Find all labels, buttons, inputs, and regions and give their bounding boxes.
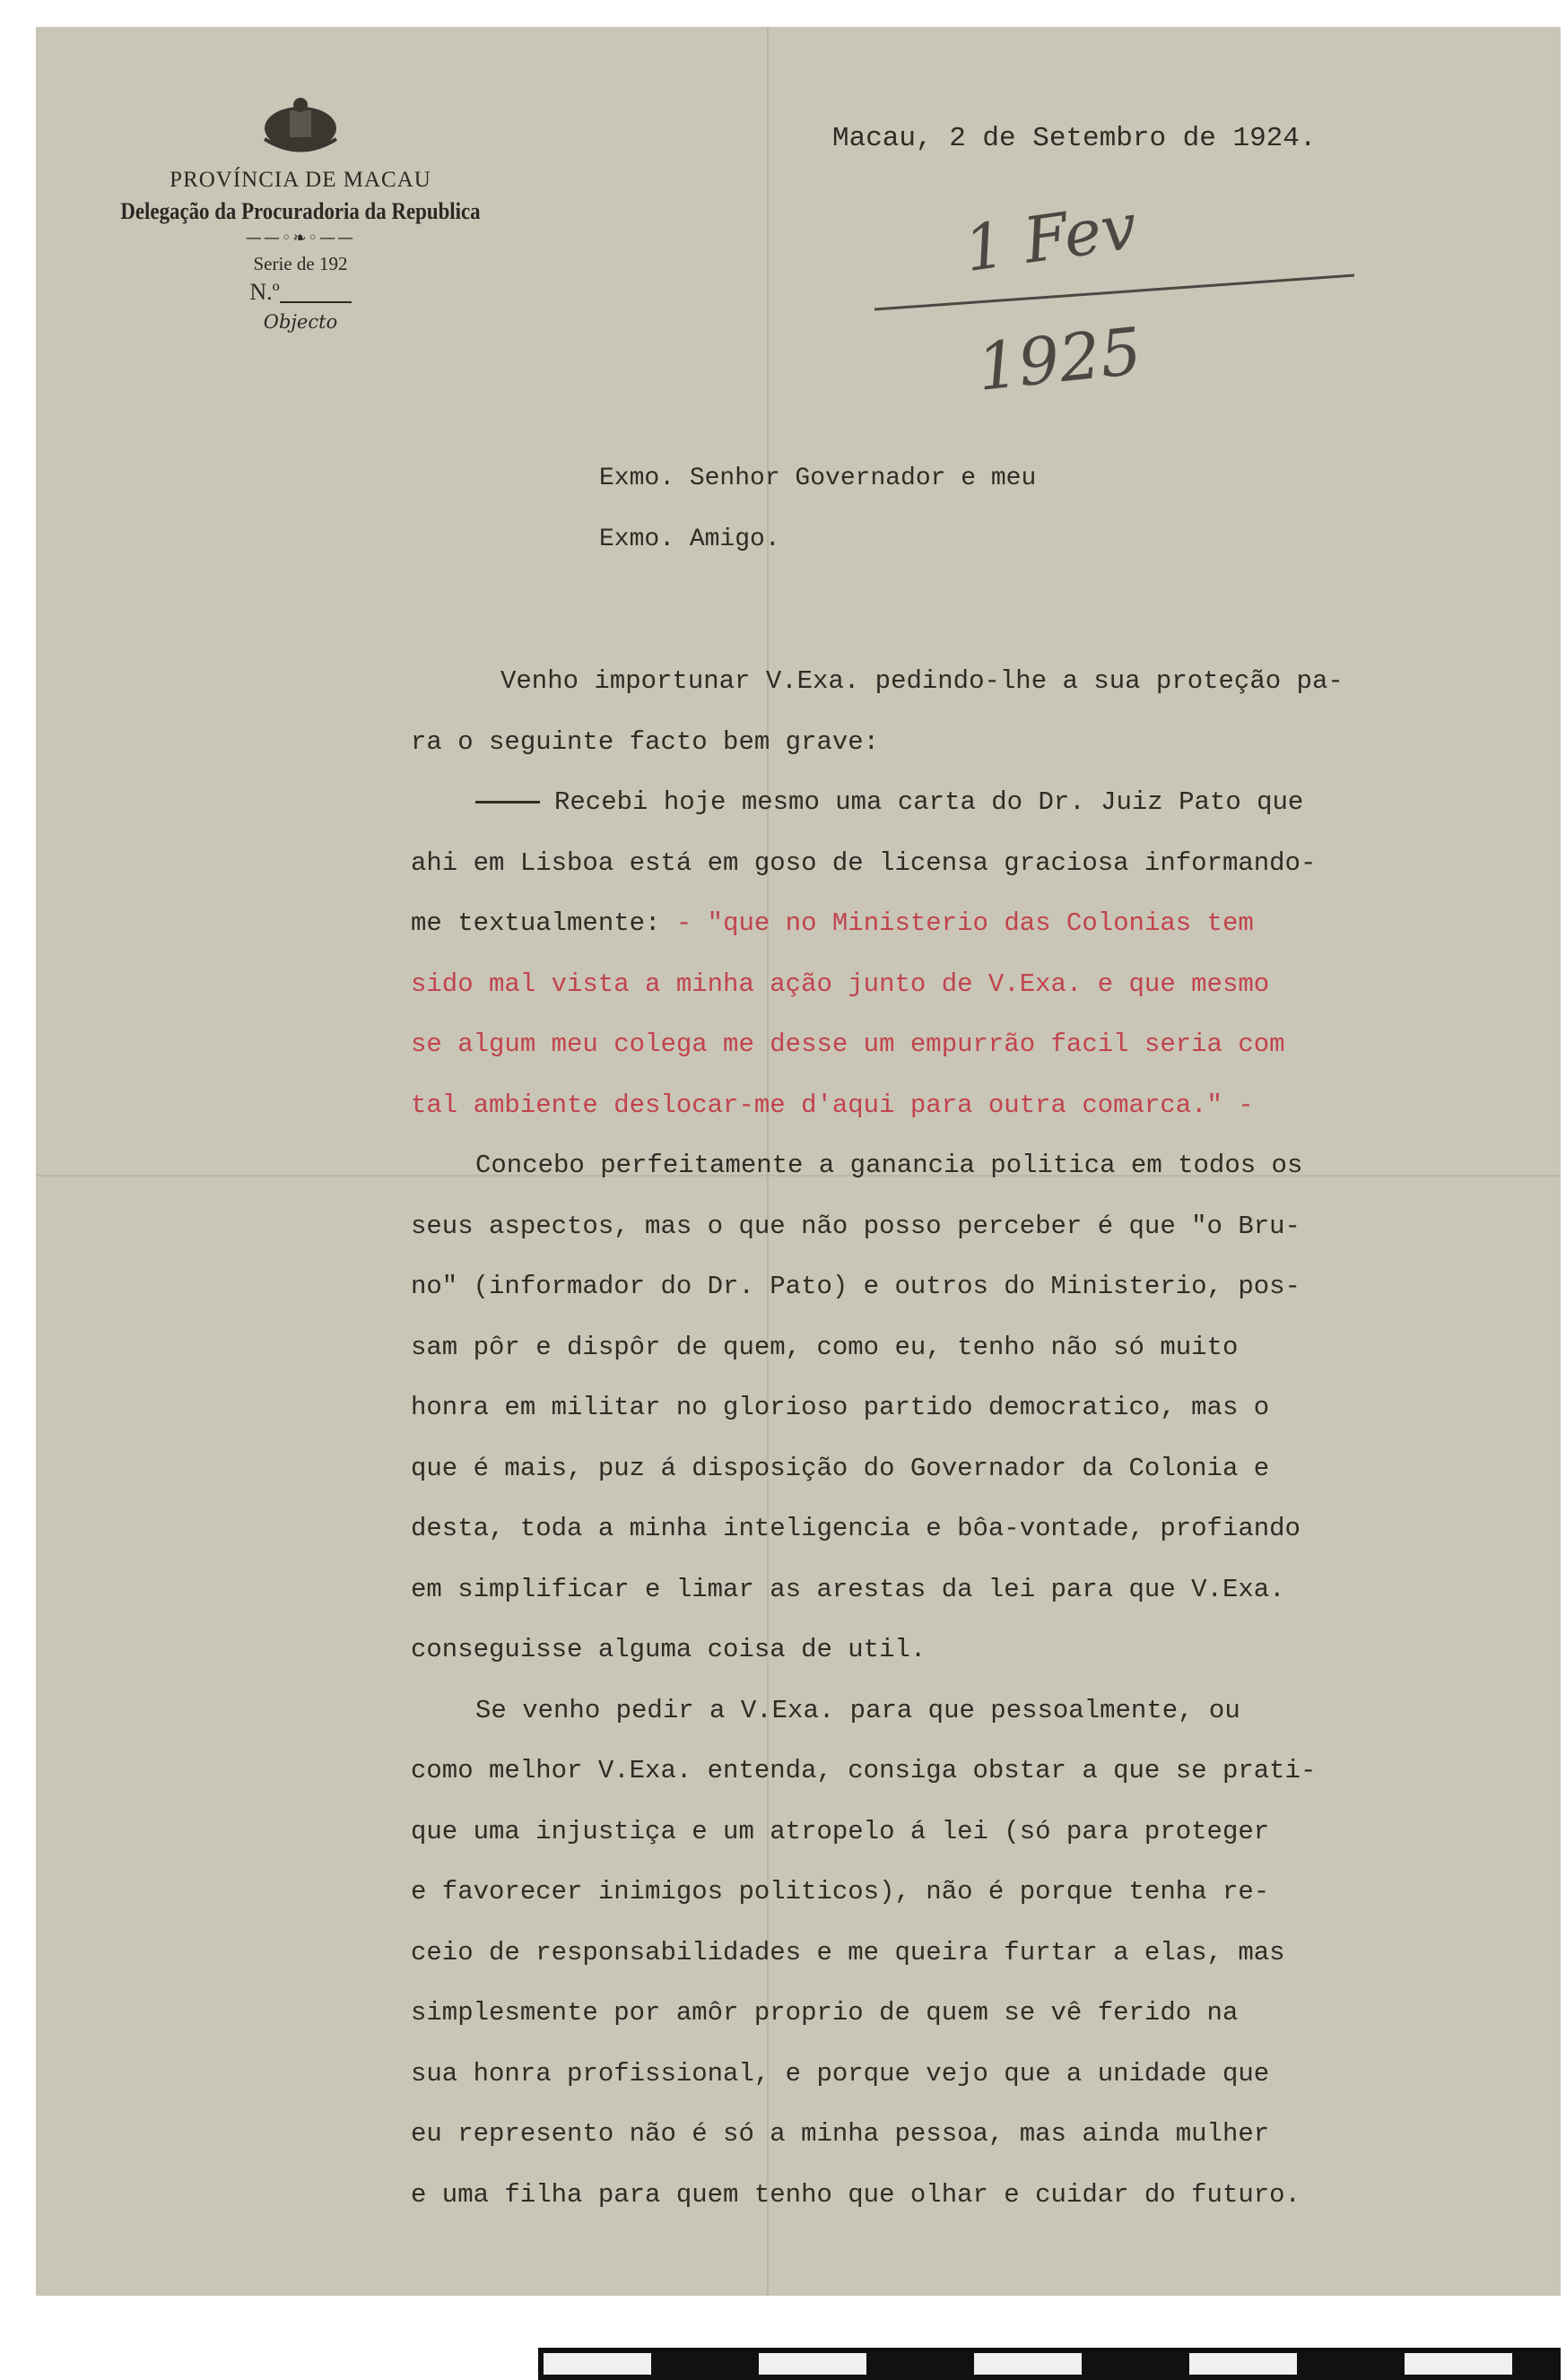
coat-of-arms-icon: [256, 94, 345, 157]
body-line: [411, 893, 1460, 954]
body-line: e uma filha para quem tenho que olhar e cuidar do futuro.: [411, 2179, 1301, 2210]
dash-rule: [475, 801, 540, 803]
letterhead: [85, 94, 516, 333]
body-line: ra o seguinte facto bem grave:: [411, 726, 880, 757]
annotation-underline-1: [874, 275, 1354, 309]
body-line: e favorecer inimigos politicos), não é porque tenha re-: [411, 1877, 1270, 1907]
body-line: honra em militar no glorioso partido democratico, mas o: [411, 1393, 1270, 1422]
number-blank-line: [280, 285, 352, 303]
body-line: sam pôr e dispôr de quem, como eu, tenho não só muito: [411, 1332, 1239, 1362]
body-line: sua honra profissional, e porque vejo que a unidade que: [411, 2058, 1270, 2089]
ruler-scale-marks: [544, 2353, 1555, 2375]
salutation: [599, 448, 1036, 570]
salutation-line-1: Exmo. Senhor Governador e meu: [599, 465, 1037, 492]
letter-body: [411, 651, 1460, 2225]
quoted-line-red: tal ambiente deslocar-me d'aqui para outra comarca." -: [411, 1090, 1254, 1120]
body-line: ceio de responsabilidades e me queira furtar a elas, mas: [411, 1937, 1285, 1967]
handwritten-annotation: [866, 175, 1368, 426]
letter-date: Macau, 2 de Setembro de 1924.: [832, 123, 1317, 154]
body-line: Se venho pedir a V.Exa. para que pessoalmente, ou: [475, 1695, 1240, 1725]
number-label: N.º: [249, 279, 280, 305]
body-line: Concebo perfeitamente a ganancia politica em todos os: [475, 1151, 1303, 1180]
body-line: conseguisse alguma coisa de util.: [411, 1635, 927, 1664]
letterhead-province: PROVÍNCIA DE MACAU: [170, 168, 431, 192]
annotation-line-1: 1 Fev: [960, 189, 1142, 287]
body-line: em simplificar e limar as arestas da lei para que V.Exa.: [411, 1574, 1285, 1604]
body-line: que uma injustiça e um atropelo á lei (só para proteger: [411, 1816, 1270, 1846]
body-text: Recebi hoje mesmo uma carta do Dr. Juiz Pato que: [554, 787, 1304, 817]
body-text: me textualmente:: [411, 908, 676, 938]
body-line: que é mais, puz á disposição do Governador da Colonia e: [411, 1453, 1270, 1483]
body-line: desta, toda a minha inteligencia e bôa-vontade, profiando: [411, 1514, 1301, 1543]
letterhead-number: [85, 279, 516, 306]
quoted-line-red: sido mal vista a minha ação junto de V.Exa. e que mesmo: [411, 969, 1270, 999]
letterhead-object: Objecto: [263, 311, 338, 333]
letterhead-ornament: ——◦❧◦——: [245, 229, 356, 248]
body-line: ahi em Lisboa está em goso de licensa graciosa informando-: [411, 847, 1317, 878]
quoted-line-red: se algum meu colega me desse um empurrão facil seria com: [411, 1029, 1285, 1059]
body-line: eu represento não é só a minha pessoa, mas ainda mulher: [411, 2119, 1270, 2149]
letterhead-office: Delegação da Procuradoria da Republica: [120, 198, 481, 224]
body-line: [411, 772, 1460, 833]
body-line: como melhor V.Exa. entenda, consiga obstar a que se prati-: [411, 1756, 1317, 1785]
body-line: no" (informador do Dr. Pato) e outros do Ministerio, pos-: [411, 1272, 1301, 1301]
quoted-text-red: - "que no Ministerio das Colonias tem: [675, 908, 1254, 938]
body-line: Venho importunar V.Exa. pedindo-lhe a sua proteção pa-: [500, 666, 1344, 696]
body-line: simplesmente por amôr proprio de quem se vê ferido na: [411, 1998, 1239, 2028]
annotation-line-2: 1925: [973, 313, 1145, 405]
scale-ruler: [538, 2348, 1561, 2380]
salutation-line-2: Exmo. Amigo.: [599, 526, 780, 553]
body-line: seus aspectos, mas o que não posso perceber é que "o Bru-: [411, 1211, 1301, 1241]
letterhead-serie: Serie de 192: [253, 253, 348, 274]
